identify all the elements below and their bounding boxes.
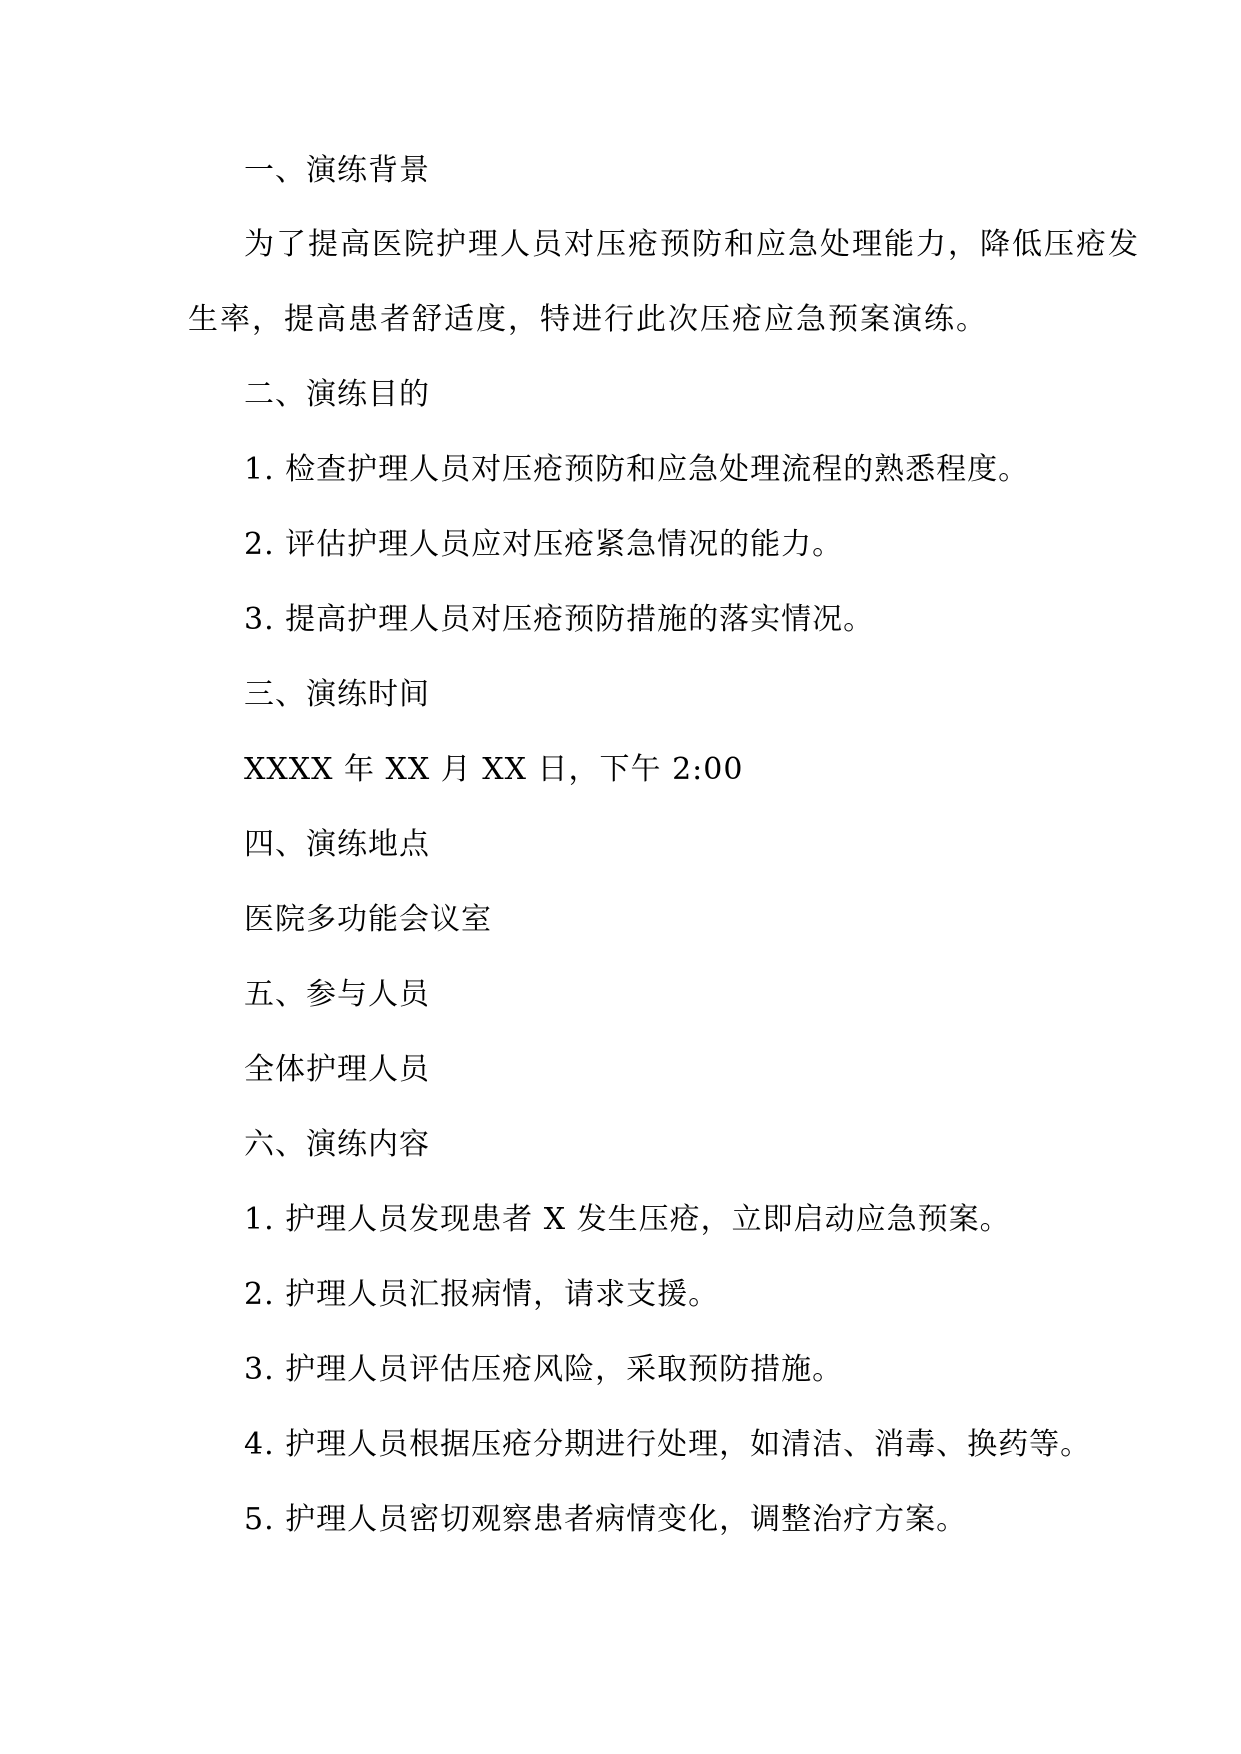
section-heading-objectives: 二、演练目的 <box>244 377 430 412</box>
paragraph-line: 为了提高医院护理人员对压疮预防和应急处理能力，降低压疮发 <box>244 227 1140 262</box>
list-item: 1. 检查护理人员对压疮预防和应急处理流程的熟悉程度。 <box>244 452 1030 487</box>
list-item: 2. 护理人员汇报病情，请求支援。 <box>244 1277 720 1312</box>
section-heading-participants: 五、参与人员 <box>244 977 430 1012</box>
section-heading-location: 四、演练地点 <box>244 827 430 862</box>
time-text: XXXX 年 XX 月 XX 日，下午 2:00 <box>244 752 744 787</box>
participants-text: 全体护理人员 <box>244 1052 430 1087</box>
section-heading-background: 一、演练背景 <box>244 153 430 188</box>
list-item: 2. 评估护理人员应对压疮紧急情况的能力。 <box>244 527 844 562</box>
paragraph-line: 生率，提高患者舒适度，特进行此次压疮应急预案演练。 <box>188 302 988 337</box>
list-item: 1. 护理人员发现患者 X 发生压疮，立即启动应急预案。 <box>244 1202 1011 1237</box>
section-heading-content: 六、演练内容 <box>244 1127 430 1162</box>
list-item: 4. 护理人员根据压疮分期进行处理，如清洁、消毒、换药等。 <box>244 1427 1092 1462</box>
list-item: 5. 护理人员密切观察患者病情变化，调整治疗方案。 <box>244 1502 968 1537</box>
section-heading-time: 三、演练时间 <box>244 677 430 712</box>
list-item: 3. 护理人员评估压疮风险，采取预防措施。 <box>244 1352 844 1387</box>
list-item: 3. 提高护理人员对压疮预防措施的落实情况。 <box>244 602 875 637</box>
location-text: 医院多功能会议室 <box>244 902 492 937</box>
